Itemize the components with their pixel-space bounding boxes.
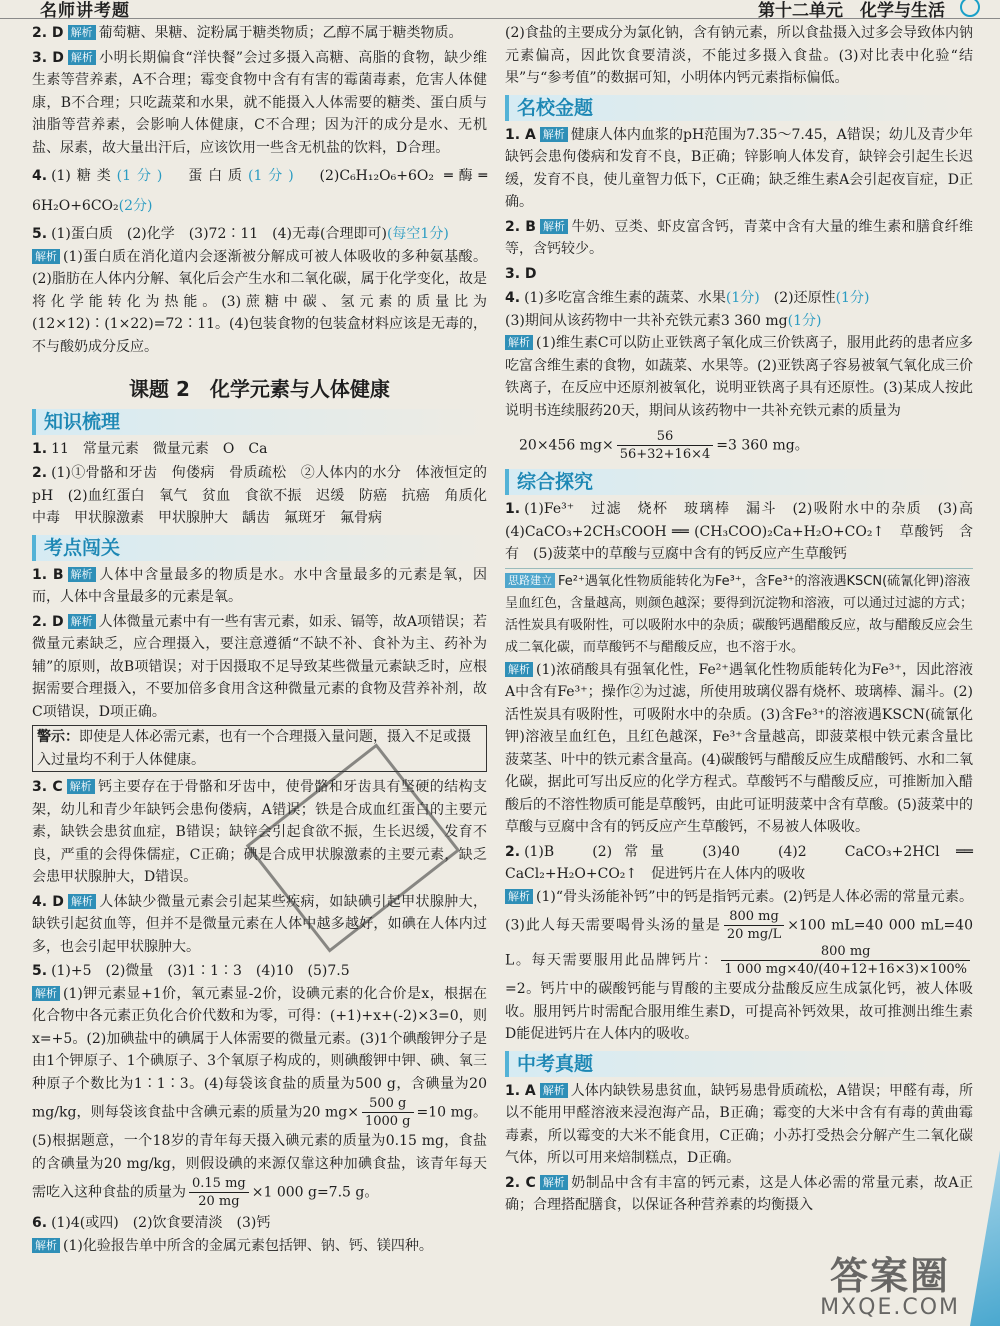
explain-tag: 解析 (540, 127, 568, 142)
continuation-text: (2)食盐的主要成分为氯化钠，含有钠元素，所以食盐摄入过多会导致体内钠元素偏高，因此饮食要清淡，不能过多摄入食盐。(3)对比表中化验“结果”与“参考值”的数据可知，小明体内钙元素指标偏低。 (505, 25, 973, 86)
comprehensive-2: 2. (1)B (2)常量 (3)40 (4)2 CaCO₃+2HCl ══ CaCl₂+H₂O+CO₂↑ 促进钙片在人体内的吸收 解析 (1)“骨头汤能补钙”中的钙是指钙元素。(2)钙是人体必需的常量元素。(3)此人每天需要喝骨头汤的量是 $\frac{800 mg}{20 mg/L}$ ×100 mL=40 000 mL=40 L。每天需要服用此品牌钙片： $\frac{800 mg}{1 000 mg\times 40/(40+12+16\times 3)\times 100\%}$ =2。钙片中的碳酸钙能与胃酸的主要成分盐酸反应生成氯化钙，被人体吸收。服用钙片时需配合服用维生素D，可提高补钙效果，故可推测出维生素D能促进钙片在人体内的吸收。 (505, 843, 973, 1042)
school-2: 2. B 解析 牛奶、豆类、虾皮富含钙，青菜中含有大量的维生素和膳食纤维等，含钙较少。 (505, 218, 973, 257)
explain-tag: 解析 (540, 219, 568, 234)
answer-2: 2. D 解析 葡萄糖、果糖、淀粉属于糖类物质；乙醇不属于糖类物质。 (32, 25, 463, 41)
fraction: $\frac{800 mg}{1 000 mg\times 40/(40+12+16\times 3)\times 100\%}$ (721, 943, 970, 978)
answer-3: 3. D 解析 小明长期偏食“洋快餐”会过多摄入高糖、高脂的食物，缺少维生素等营养素，A不合理；霉变食物中含有有害的霉菌毒素，危害人体健康，B不合理；只吃蔬菜和水果，就不能摄入人体需要的糖类、蛋白质与油脂等营养素，会影响人体健康，C不合理；因为汗的成分是水、无机盐、尿素，故大量出汗后，应该饮用一些含无机盐的饮料，D合理。 (32, 49, 487, 156)
warning-box: 警示：即使是人体必需元素，也有一个合理摄入量问题，摄入不足或摄入过量均不利于人体健康。 (32, 725, 487, 772)
comprehensive-1-explain: 解析 (1)浓硝酸具有强氧化性，Fe²⁺遇氧化性物质能转化为Fe³⁺，因此溶液A中含有Fe³⁺；操作②为过滤，所使用玻璃仪器有烧杯、玻璃棒、漏斗。(2)活性炭具有吸附性，可吸附水中的杂质。(3)含Fe³⁺的溶液遇KSCN(硫氰化钾)溶液呈血红色，且红色越深，Fe³⁺含量越高，即菠菜根中铁元素含量比菠菜茎、叶中的铁元素含量高。(4)碳酸钙与醋酸反应生成醋酸钙、水和二氧化碳，据此可写出反应的化学方程式。草酸钙不与醋酸反应，可推断加入醋酸后的不溶性物质可能是草酸钙，由此可证明菠菜中含有草酸。(5)菠菜中的草酸与豆腐中含有的钙反应产生草酸钙，不易被人体吸收。 (505, 661, 973, 835)
checkpoint-3: 3. C 解析 钙主要存在于骨骼和牙齿中，使骨骼和牙齿具有坚硬的结构支架，幼儿和青少年缺钙会患佝偻病，A错误；铁是合成血红蛋白的主要元素，缺铁会患贫血症，B错误；缺锌会引起食欲不振，生长迟缓，发育不良，严重的会得侏儒症，C正确；碘是合成甲状腺激素的主要元素，缺乏会患甲状腺肿大，D错误。 (32, 779, 487, 885)
page-header (0, 0, 1000, 19)
checkpoint-2: 2. D 解析 人体微量元素中有一些有害元素，如汞、镉等，故A项错误；若微量元素缺乏，应合理摄入，要注意遵循“不缺不补、食补为主、药补为辅”的原则，故B项错误；对于因摄取不足导致某些微量元素缺乏时，应根据需要合理摄入，不要加倍多食用含这种微量元素的食物及营养补剂，故C项错误，D项正确。 (32, 613, 488, 720)
header-left-title: 名师讲考题 (40, 1, 130, 21)
explain-tag: 解析 (505, 662, 533, 677)
checkpoint-1: 1. B 解析 人体中含量最多的物质是水。水中含量最多的元素是氧，因而，人体中含量最多的元素是氧。 (32, 566, 487, 605)
explain-tag: 解析 (68, 50, 96, 65)
comprehensive-1: 1. (1)Fe³⁺ 过滤 烧杯 玻璃棒 漏斗 (2)吸附水中的杂质 (3)高 (4)CaCO₃+2CH₃COOH ══ (CH₃COO)₂Ca+H₂O+CO₂↑ 草酸钙 含有 (5)菠菜中的草酸与豆腐中含有的钙反应产生草酸钙 (505, 501, 987, 562)
section-school-questions: 名校金题 (505, 95, 973, 121)
explain-tag: 解析 (32, 986, 60, 1001)
explain-tag: 解析 (68, 894, 96, 909)
page-corner-decoration (970, 1150, 1000, 1326)
lesson-title: 课题 2 化学元素与人体健康 (129, 377, 390, 401)
right-column (505, 22, 987, 1219)
school-1: 1. A 解析 健康人体内血浆的pH范围为7.35～7.45，A错误；幼儿及青少年缺钙会患佝偻病和发育不良，B正确；锌影响人体发育，缺锌会引起生长迟缓，发育不良，使儿童智力低下，C正确；缺乏维生素A会引起夜盲症，D正确。 (505, 126, 973, 210)
knowledge-2: 2. (1)①骨骼和牙齿 佝偻病 骨质疏松 ②人体内的水分 体液恒定的pH (2)血红蛋白 氧气 贫血 食欲不振 迟缓 防癌 抗癌 角质化 中毒 甲状腺激素 甲状腺肿大 龋齿 氟斑牙 氟骨病 (32, 465, 501, 526)
explain-tag: 解析 (68, 614, 96, 629)
answer-5: 5. (1)蛋白质 (2)化学 (3)72∶11 (4)无毒(合理即可)(每空1分) 解析 (1)蛋白质在消化道内会逐渐被分解成可被人体吸收的多种氨基酸。(2)脂肪在人体内分解、氧化后会产生水和二氧化碳，属于化学变化，故是将化学能转化为热能。(3)蔗糖中碳、氢元素的质量比为(12×12)∶(1×22)=72∶11。(4)包装食物的包装盒材料应该是无毒的，不与酸奶成分反应。 (32, 226, 487, 355)
fraction: $\frac{0.15 mg}{20 mg}$ (189, 1175, 249, 1210)
school-3: 3. D (505, 265, 537, 282)
explain-tag: 解析 (68, 25, 96, 40)
checkpoint-6: 6. (1)4(或四) (2)饮食要清淡 (3)钙 解析 (1)化验报告单中所含的金属元素包括钾、钠、钙、镁四种。 (32, 1215, 433, 1254)
fraction: $\frac{500 g}{1000 g}$ (362, 1095, 414, 1130)
knowledge-1: 1. 11 常量元素 微量元素 O Ca (32, 440, 268, 457)
explain-tag: 解析 (32, 1238, 60, 1253)
checkpoint-5: 5. (1)+5 (2)微量 (3)1∶1∶3 (4)10 (5)7.5 解析 (1)钾元素显+1价，氧元素显-2价，设碘元素的化合价是x，根据在化合物中各元素正负化合价代数和为零，可得：(+1)+x+(-2)×3=0，则x=+5。(2)加碘盐中的碘属于人体需要的微量元素。(3)1个碘酸钾分子是由1个钾原子、1个碘原子、3个氧原子构成的，则碘酸钾中钾、碘、氧三种原子个数比为1∶1∶3。(4)每袋该食盐的质量为500 g，含碘量为20 mg/kg，则每袋该食盐中含碘元素的质量为20 mg× $\frac{500 g}{1000 g}$ =10 mg。(5)根据题意，一个18岁的青年每天摄入碘元素的质量为0.15 mg，食盐的含碘量为20 mg/kg，则假设碘的来源仅靠这种加碘食盐，该青年每天需吃入这种食盐的质量为 $\frac{0.15 mg}{20 mg}$ ×1 000 g=7.5 g。 (32, 963, 487, 1209)
fraction: $\frac{56}{56+32+16\times 4}$ (617, 428, 714, 463)
fraction: $\frac{800 mg}{20 mg/L}$ (724, 908, 784, 943)
answer-4: 4. (1)糖类(1分) 蛋白质(1分) (2)C₆H₁₂O₆+6O₂ ═酶═ 6H₂O+6CO₂(2分) (32, 168, 488, 214)
left-column (32, 22, 501, 1259)
iron-equation: 20×456 mg× $\frac{56}{56+32+16\times 4}$ =3 360 mg。 (519, 429, 809, 462)
section-exam-questions: 中考真题 (505, 1051, 973, 1077)
checkpoint-4: 4. D 解析 人体缺少微量元素会引起某些疾病，如缺碘引起甲状腺肿大，缺铁引起贫血等，但并不是微量元素在人体中越多越好，如碘在人体内过多，也会引起甲状腺肿大。 (32, 893, 488, 955)
section-comprehensive: 综合探究 (505, 469, 973, 495)
thinking-box: 思路建立 Fe²⁺遇氧化性物质能转化为Fe³⁺，含Fe³⁺的溶液遇KSCN(硫氰化钾)溶液呈血红色，含量越高，则颜色越深；要得到沉淀物和溶液，可以通过过滤的方式；活性炭具有吸附性，可以吸附水中的杂质；碳酸钙遇醋酸反应，故与醋酸反应会生成二氧化碳，而草酸钙不与醋酸反应，也不溶于水。 (505, 568, 973, 659)
watermark-logo-text: 答案圈 (830, 1254, 951, 1298)
site-watermark (820, 1256, 960, 1320)
explain-tag: 解析 (32, 249, 60, 264)
watermark-url: MXQE.COM (820, 1295, 960, 1320)
explain-tag: 解析 (68, 567, 96, 582)
explain-tag: 解析 (505, 889, 533, 904)
explain-tag: 解析 (540, 1175, 568, 1190)
school-4: 4. (1)多吃富含维生素的蔬菜、水果(1分) (2)还原性(1分) (3)期间从该药物中一共补充铁元素3 360 mg(1分) 解析 (1)维生素C可以防止亚铁离子氧化成三价铁离子，服用此药的患者应多吃富含维生素的食物，如蔬菜、水果等。(2)亚铁离子容易被氧气氧化成三价铁离子，在反应中还原剂被氧化，说明亚铁离子具有还原性。(3)某成人按此说明书连续服药20天，期间从该药物中一共补充铁元素的质量为 (505, 290, 973, 419)
section-checkpoint: 考点闯关 (32, 535, 487, 561)
circle-icon (960, 0, 980, 17)
header-unit-title: 第十二单元 化学与生活 (758, 1, 945, 21)
explain-tag: 解析 (67, 779, 95, 794)
exam-2: 2. C 解析 奶制品中含有丰富的钙元素，这是人体必需的常量元素，故A正确；合理搭配膳食，以保证各种营养素的均衡摄入 (505, 1174, 973, 1213)
section-knowledge: 知识梳理 (32, 409, 487, 435)
explain-tag: 解析 (505, 335, 533, 350)
exam-1: 1. A 解析 人体内缺铁易患贫血，缺钙易患骨质疏松，A错误；甲醛有毒，所以不能用甲醛溶液来浸泡海产品，B正确；霉变的大米中含有有毒的黄曲霉毒素，所以霉变的大米不能食用，C正确；小苏打受热会分解产生二氧化碳气体，所以可用来焙制糕点，D正确。 (505, 1082, 973, 1166)
explain-tag: 解析 (540, 1083, 568, 1098)
thinking-tag: 思路建立 (505, 573, 555, 588)
